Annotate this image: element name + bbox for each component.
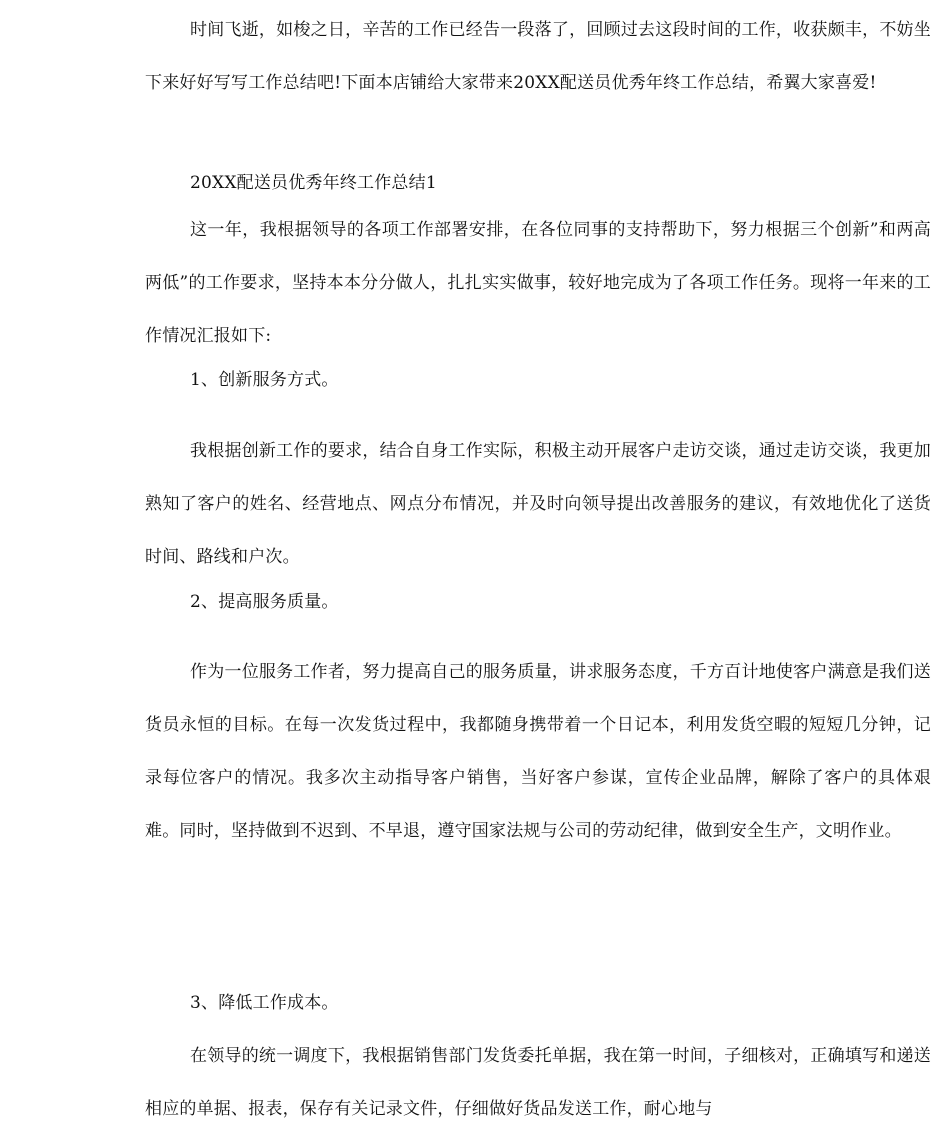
section-create-service: 我根据创新工作的要求，结合自身工作实际，积极主动开展客户走访交谈，通过走访交谈，我更加熟知了客户的姓名、经营地点、网点分布情况，并及时向领导提出改善服务的建议，有效地优化了送货时间、路线和户次。 [145, 441, 931, 567]
heading-create-service: 1、创新服务方式。 [190, 370, 339, 390]
overview-paragraph: 这一年，我根据领导的各项工作部署安排，在各位同事的支持帮助下，努力根据三个创新”和两高两低”的工作要求，坚持本本分分做人，扎扎实实做事，较好地完成为了各项工作任务。现将一年来的工作情况汇报如下: [145, 220, 931, 346]
section-title: 20XX配送员优秀年终工作总结1 [190, 173, 437, 193]
section-improve-quality: 作为一位服务工作者，努力提高自己的服务质量，讲求服务态度，千方百计地使客户满意是我们送货员永恒的目标。在每一次发货过程中，我都随身携带着一个日记本，利用发货空暇的短短几分钟，记录每位客户的情况。我多次主动指导客户销售，当好客户参谋，宣传企业品牌，解除了客户的具体艰难。同时，坚持做到不迟到、不早退，遵守国家法规与公司的劳动纪律，做到安全生产，文明作业。 [145, 662, 931, 841]
heading-reduce-cost: 3、降低工作成本。 [190, 993, 339, 1013]
heading-improve-quality: 2、提高服务质量。 [190, 592, 339, 612]
section-reduce-cost: 在领导的统一调度下，我根据销售部门发货委托单据，我在第一时间，子细核对，正确填写和递送相应的单据、报表，保存有关记录文件，仔细做好货品发送工作，耐心地与 [145, 1046, 931, 1119]
intro-paragraph: 时间飞逝，如梭之日，辛苦的工作已经告一段落了，回顾过去这段时间的工作，收获颇丰，不妨坐下来好好写写工作总结吧!下面本店铺给大家带来20XX配送员优秀年终工作总结，希翼大家喜爱! [145, 20, 931, 93]
